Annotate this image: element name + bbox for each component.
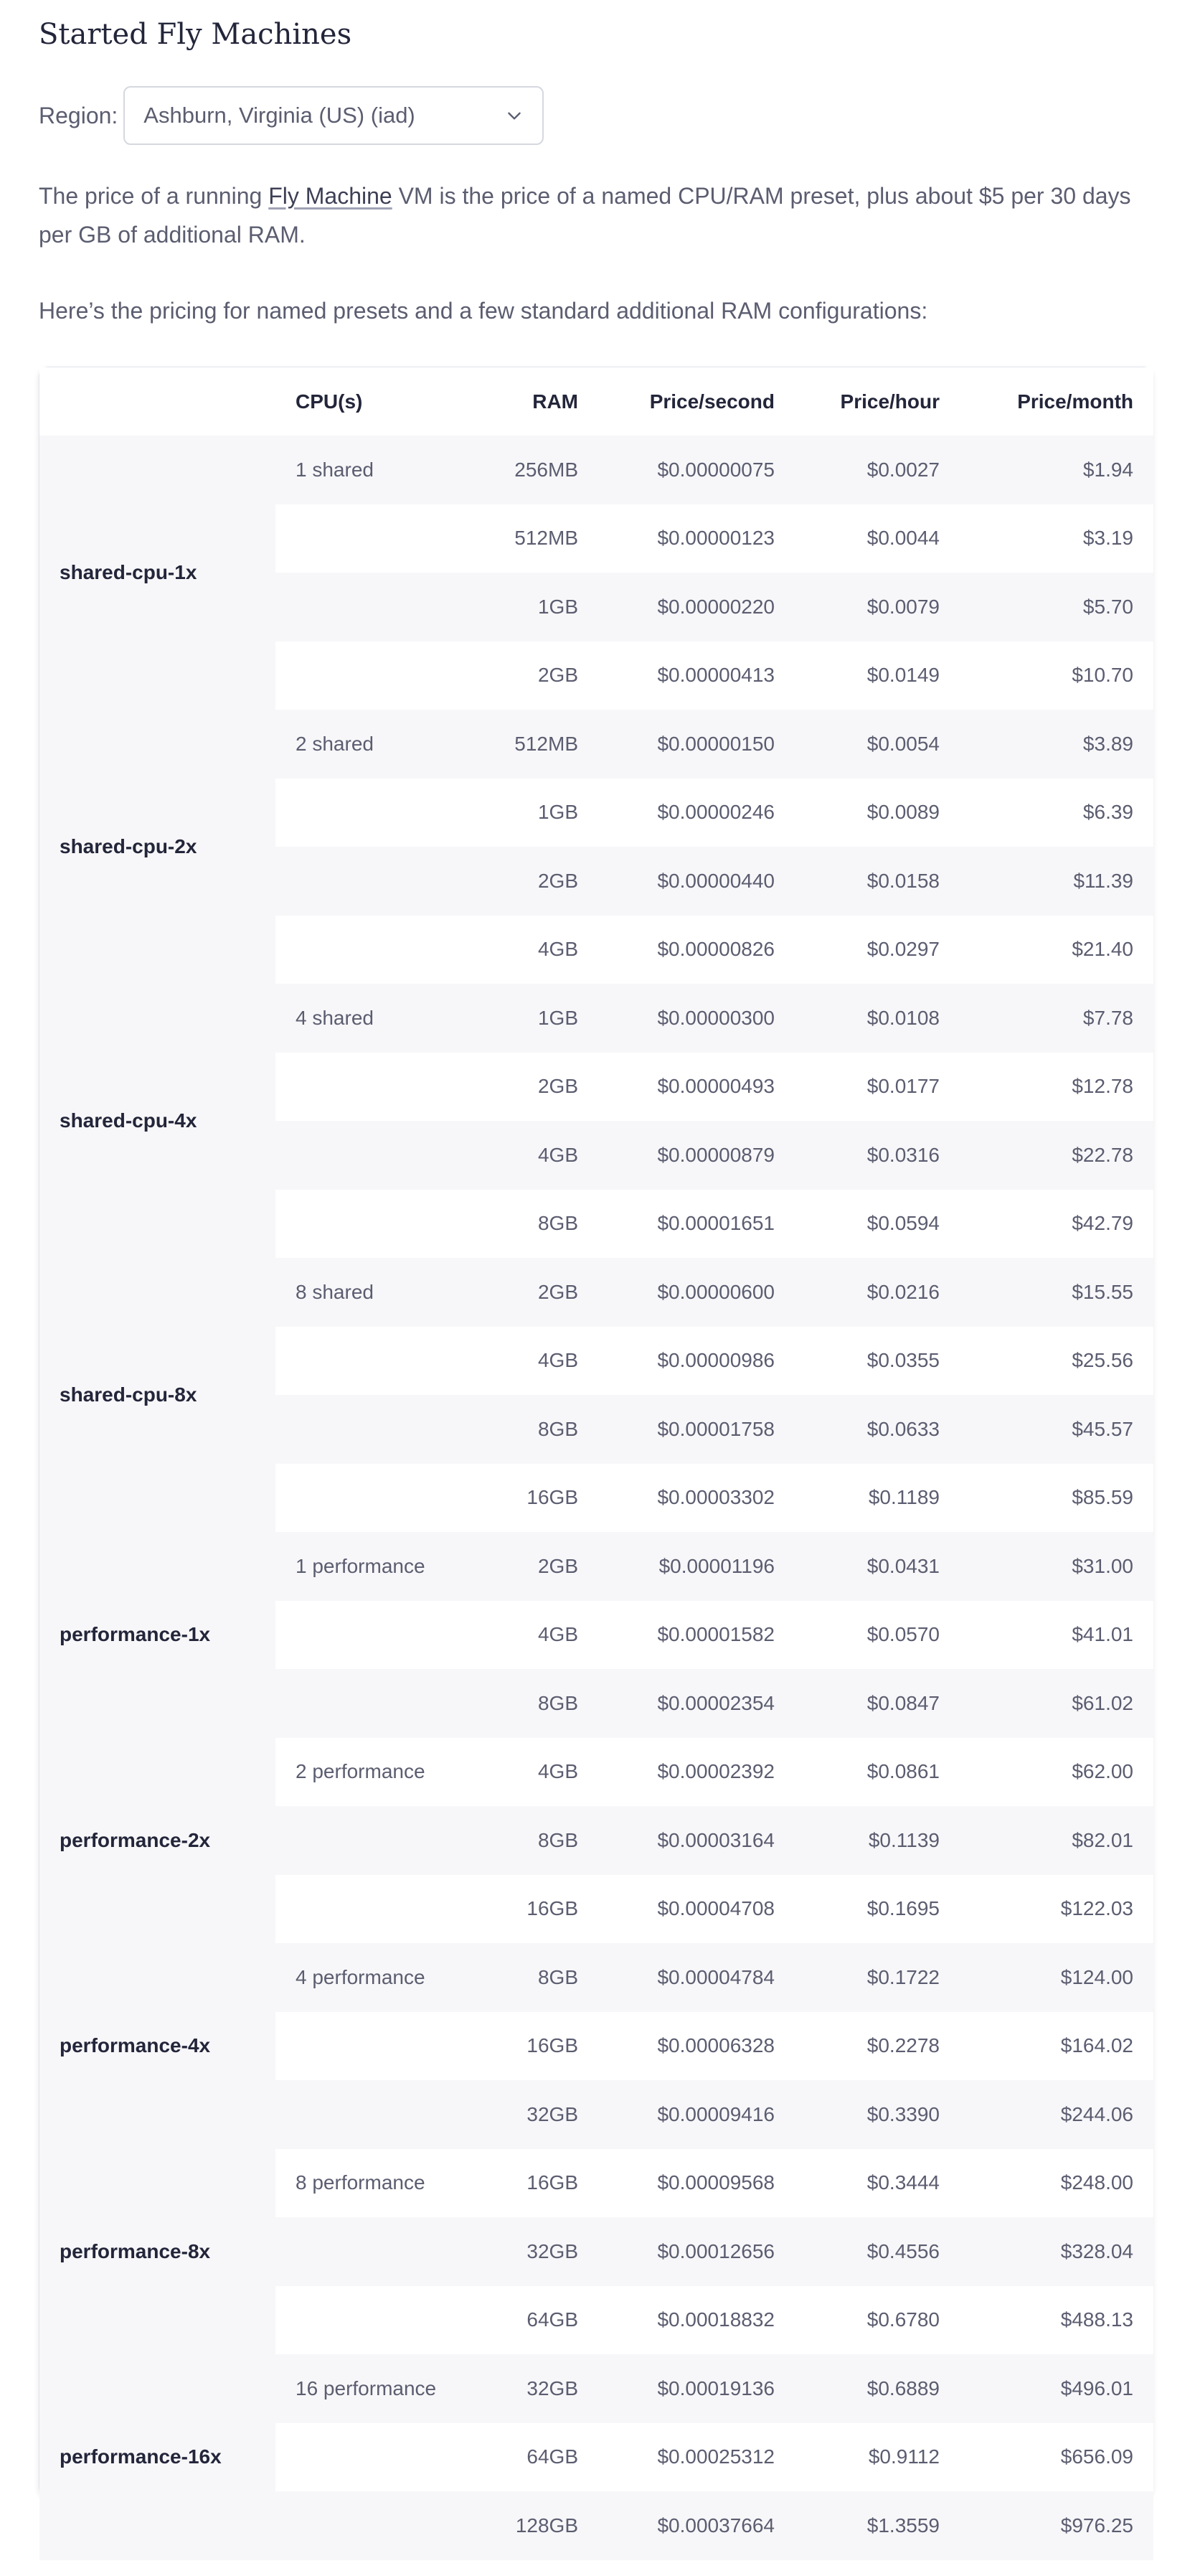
price-second-cell: $0.00009416: [598, 2080, 795, 2149]
cpus-cell: [275, 916, 480, 984]
cpus-cell: [275, 641, 480, 710]
intro-text-after: VM is the price of a named CPU/RAM preset, plus about $5 per 30 days per GB of additional RAM.: [39, 183, 1131, 248]
cpus-cell: [275, 2217, 480, 2286]
intro-paragraph: [39, 177, 1158, 254]
preset-name: performance-2x: [39, 1738, 275, 1944]
cpus-cell: [275, 1601, 480, 1670]
price-hour-cell: $0.0570: [795, 1601, 960, 1670]
table-row: [39, 2354, 1153, 2423]
price-month-cell: $12.78: [960, 1053, 1153, 1122]
ram-cell: 64GB: [480, 2286, 598, 2355]
cpus-cell: [275, 1190, 480, 1259]
price-second-cell: $0.00000440: [598, 847, 795, 916]
ram-cell: 8GB: [480, 1395, 598, 1464]
price-second-cell: $0.00004708: [598, 1875, 795, 1944]
ram-cell: 4GB: [480, 916, 598, 984]
price-month-cell: $1.94: [960, 436, 1153, 504]
cpus-cell: 2 performance: [275, 1738, 480, 1807]
intro-text-before: The price of a running: [39, 183, 269, 209]
price-hour-cell: $0.6889: [795, 2354, 960, 2423]
ram-cell: 16GB: [480, 2149, 598, 2218]
price-second-cell: $0.00000075: [598, 436, 795, 504]
ram-cell: 128GB: [480, 2491, 598, 2560]
header-cpus: CPU(s): [275, 367, 480, 436]
price-hour-cell: $0.1722: [795, 1943, 960, 2012]
cpus-cell: [275, 1327, 480, 1396]
price-second-cell: $0.00000493: [598, 1053, 795, 1122]
header-price-second: Price/second: [598, 367, 795, 436]
price-month-cell: $976.25: [960, 2491, 1153, 2560]
price-month-cell: $10.70: [960, 641, 1153, 710]
price-hour-cell: $0.0847: [795, 1669, 960, 1738]
price-second-cell: $0.00003164: [598, 1806, 795, 1875]
price-second-cell: $0.00006328: [598, 2012, 795, 2081]
ram-cell: 1GB: [480, 779, 598, 847]
cpus-cell: [275, 1121, 480, 1190]
price-month-cell: $45.57: [960, 1395, 1153, 1464]
price-hour-cell: $0.6780: [795, 2286, 960, 2355]
cpus-cell: 4 performance: [275, 1943, 480, 2012]
cpus-cell: [275, 1806, 480, 1875]
price-month-cell: $61.02: [960, 1669, 1153, 1738]
ram-cell: 32GB: [480, 2354, 598, 2423]
price-month-cell: $22.78: [960, 1121, 1153, 1190]
region-select-value: Ashburn, Virginia (US) (iad): [143, 103, 415, 128]
price-month-cell: $3.19: [960, 504, 1153, 573]
preset-name: performance-16x: [39, 2354, 275, 2560]
ram-cell: 16GB: [480, 1875, 598, 1944]
table-row: [39, 710, 1153, 779]
cpus-cell: [275, 1669, 480, 1738]
price-hour-cell: $0.0316: [795, 1121, 960, 1190]
price-hour-cell: $0.3444: [795, 2149, 960, 2218]
price-hour-cell: $0.3390: [795, 2080, 960, 2149]
table-header-row: [39, 367, 1153, 436]
region-picker: [39, 85, 544, 146]
ram-cell: 2GB: [480, 641, 598, 710]
price-second-cell: $0.00000220: [598, 573, 795, 641]
price-month-cell: $62.00: [960, 1738, 1153, 1807]
pricing-table-card: [39, 367, 1153, 2537]
price-month-cell: $15.55: [960, 1258, 1153, 1327]
preset-name: shared-cpu-4x: [39, 984, 275, 1258]
price-second-cell: $0.00003302: [598, 1464, 795, 1533]
price-month-cell: $124.00: [960, 1943, 1153, 2012]
ram-cell: 2GB: [480, 847, 598, 916]
cpus-cell: [275, 1053, 480, 1122]
table-row: [39, 1258, 1153, 1327]
ram-cell: 8GB: [480, 1669, 598, 1738]
preset-name: performance-4x: [39, 1943, 275, 2149]
price-month-cell: $488.13: [960, 2286, 1153, 2355]
price-month-cell: $41.01: [960, 1601, 1153, 1670]
price-month-cell: $328.04: [960, 2217, 1153, 2286]
price-hour-cell: $0.0108: [795, 984, 960, 1053]
cpus-cell: 16 performance: [275, 2354, 480, 2423]
ram-cell: 256MB: [480, 436, 598, 504]
price-second-cell: $0.00000413: [598, 641, 795, 710]
price-hour-cell: $0.0297: [795, 916, 960, 984]
price-month-cell: $42.79: [960, 1190, 1153, 1259]
region-label: Region:: [39, 102, 118, 128]
price-hour-cell: $0.0089: [795, 779, 960, 847]
ram-cell: 512MB: [480, 504, 598, 573]
price-second-cell: $0.00012656: [598, 2217, 795, 2286]
price-month-cell: $82.01: [960, 1806, 1153, 1875]
table-row: [39, 436, 1153, 504]
cpus-cell: 2 shared: [275, 710, 480, 779]
cpus-cell: 1 performance: [275, 1532, 480, 1601]
price-second-cell: $0.00000879: [598, 1121, 795, 1190]
price-second-cell: $0.00000826: [598, 916, 795, 984]
ram-cell: 4GB: [480, 1327, 598, 1396]
cpus-cell: [275, 1395, 480, 1464]
fly-machine-link[interactable]: Fly Machine: [268, 183, 392, 209]
cpus-cell: [275, 1464, 480, 1533]
price-hour-cell: $0.0431: [795, 1532, 960, 1601]
table-row: [39, 1943, 1153, 2012]
price-second-cell: $0.00037664: [598, 2491, 795, 2560]
ram-cell: 8GB: [480, 1943, 598, 2012]
price-hour-cell: $0.0044: [795, 504, 960, 573]
price-month-cell: $11.39: [960, 847, 1153, 916]
ram-cell: 2GB: [480, 1532, 598, 1601]
preset-name: performance-8x: [39, 2149, 275, 2355]
price-hour-cell: $0.0054: [795, 710, 960, 779]
price-second-cell: $0.00000150: [598, 710, 795, 779]
ram-cell: 2GB: [480, 1258, 598, 1327]
price-hour-cell: $0.0633: [795, 1395, 960, 1464]
ram-cell: 32GB: [480, 2217, 598, 2286]
presets-intro-paragraph: Here’s the pricing for named presets and a few standard additional RAM configurations:: [39, 298, 928, 324]
price-month-cell: $164.02: [960, 2012, 1153, 2081]
ram-cell: 4GB: [480, 1121, 598, 1190]
price-month-cell: $31.00: [960, 1532, 1153, 1601]
cpus-cell: [275, 779, 480, 847]
table-row: [39, 1532, 1153, 1601]
cpus-cell: 8 performance: [275, 2149, 480, 2218]
table-row: [39, 984, 1153, 1053]
cpus-cell: [275, 573, 480, 641]
cpus-cell: [275, 2423, 480, 2492]
ram-cell: 16GB: [480, 2012, 598, 2081]
header-price-hour: Price/hour: [795, 367, 960, 436]
price-second-cell: $0.00000300: [598, 984, 795, 1053]
price-second-cell: $0.00000986: [598, 1327, 795, 1396]
preset-name: shared-cpu-8x: [39, 1258, 275, 1532]
price-hour-cell: $0.9112: [795, 2423, 960, 2492]
header-price-month: Price/month: [960, 367, 1153, 436]
price-hour-cell: $0.0149: [795, 641, 960, 710]
price-second-cell: $0.00002392: [598, 1738, 795, 1807]
price-second-cell: $0.00000123: [598, 504, 795, 573]
ram-cell: 32GB: [480, 2080, 598, 2149]
ram-cell: 1GB: [480, 984, 598, 1053]
cpus-cell: [275, 504, 480, 573]
price-second-cell: $0.00000600: [598, 1258, 795, 1327]
price-month-cell: $244.06: [960, 2080, 1153, 2149]
ram-cell: 2GB: [480, 1053, 598, 1122]
price-month-cell: $656.09: [960, 2423, 1153, 2492]
price-second-cell: $0.00001196: [598, 1532, 795, 1601]
price-month-cell: $5.70: [960, 573, 1153, 641]
price-second-cell: $0.00001582: [598, 1601, 795, 1670]
price-month-cell: $3.89: [960, 710, 1153, 779]
pricing-table-body: [39, 436, 1153, 2560]
price-hour-cell: $0.0079: [795, 573, 960, 641]
ram-cell: 512MB: [480, 710, 598, 779]
cpus-cell: [275, 2080, 480, 2149]
price-second-cell: $0.00018832: [598, 2286, 795, 2355]
price-second-cell: $0.00000246: [598, 779, 795, 847]
table-row: [39, 2149, 1153, 2218]
price-hour-cell: $0.0177: [795, 1053, 960, 1122]
price-hour-cell: $0.0158: [795, 847, 960, 916]
cpus-cell: [275, 847, 480, 916]
header-preset: [39, 367, 275, 436]
price-second-cell: $0.00002354: [598, 1669, 795, 1738]
cpus-cell: [275, 1875, 480, 1944]
price-month-cell: $21.40: [960, 916, 1153, 984]
chevron-down-icon: [505, 106, 524, 125]
price-second-cell: $0.00025312: [598, 2423, 795, 2492]
price-hour-cell: $0.0216: [795, 1258, 960, 1327]
header-ram: RAM: [480, 367, 598, 436]
price-month-cell: $85.59: [960, 1464, 1153, 1533]
preset-name: shared-cpu-2x: [39, 710, 275, 984]
price-month-cell: $248.00: [960, 2149, 1153, 2218]
ram-cell: 4GB: [480, 1738, 598, 1807]
cpus-cell: 1 shared: [275, 436, 480, 504]
cpus-cell: [275, 2012, 480, 2081]
price-hour-cell: $0.0861: [795, 1738, 960, 1807]
price-second-cell: $0.00009568: [598, 2149, 795, 2218]
price-hour-cell: $0.0027: [795, 436, 960, 504]
preset-name: shared-cpu-1x: [39, 436, 275, 710]
price-hour-cell: $0.4556: [795, 2217, 960, 2286]
price-second-cell: $0.00001758: [598, 1395, 795, 1464]
price-second-cell: $0.00019136: [598, 2354, 795, 2423]
price-month-cell: $122.03: [960, 1875, 1153, 1944]
price-second-cell: $0.00004784: [598, 1943, 795, 2012]
price-hour-cell: $1.3559: [795, 2491, 960, 2560]
cpus-cell: [275, 2286, 480, 2355]
price-month-cell: $6.39: [960, 779, 1153, 847]
ram-cell: 8GB: [480, 1190, 598, 1259]
cpus-cell: 4 shared: [275, 984, 480, 1053]
ram-cell: 1GB: [480, 573, 598, 641]
ram-cell: 4GB: [480, 1601, 598, 1670]
cpus-cell: 8 shared: [275, 1258, 480, 1327]
price-hour-cell: $0.1189: [795, 1464, 960, 1533]
price-hour-cell: $0.1139: [795, 1806, 960, 1875]
region-select[interactable]: [123, 86, 544, 145]
ram-cell: 8GB: [480, 1806, 598, 1875]
preset-name: performance-1x: [39, 1532, 275, 1738]
price-hour-cell: $0.0594: [795, 1190, 960, 1259]
price-second-cell: $0.00001651: [598, 1190, 795, 1259]
price-hour-cell: $0.2278: [795, 2012, 960, 2081]
price-hour-cell: $0.1695: [795, 1875, 960, 1944]
price-month-cell: $7.78: [960, 984, 1153, 1053]
price-month-cell: $25.56: [960, 1327, 1153, 1396]
cpus-cell: [275, 2491, 480, 2560]
page-title: Started Fly Machines: [39, 18, 352, 51]
ram-cell: 64GB: [480, 2423, 598, 2492]
price-month-cell: $496.01: [960, 2354, 1153, 2423]
ram-cell: 16GB: [480, 1464, 598, 1533]
pricing-table: [39, 367, 1153, 2560]
table-row: [39, 1738, 1153, 1807]
price-hour-cell: $0.0355: [795, 1327, 960, 1396]
